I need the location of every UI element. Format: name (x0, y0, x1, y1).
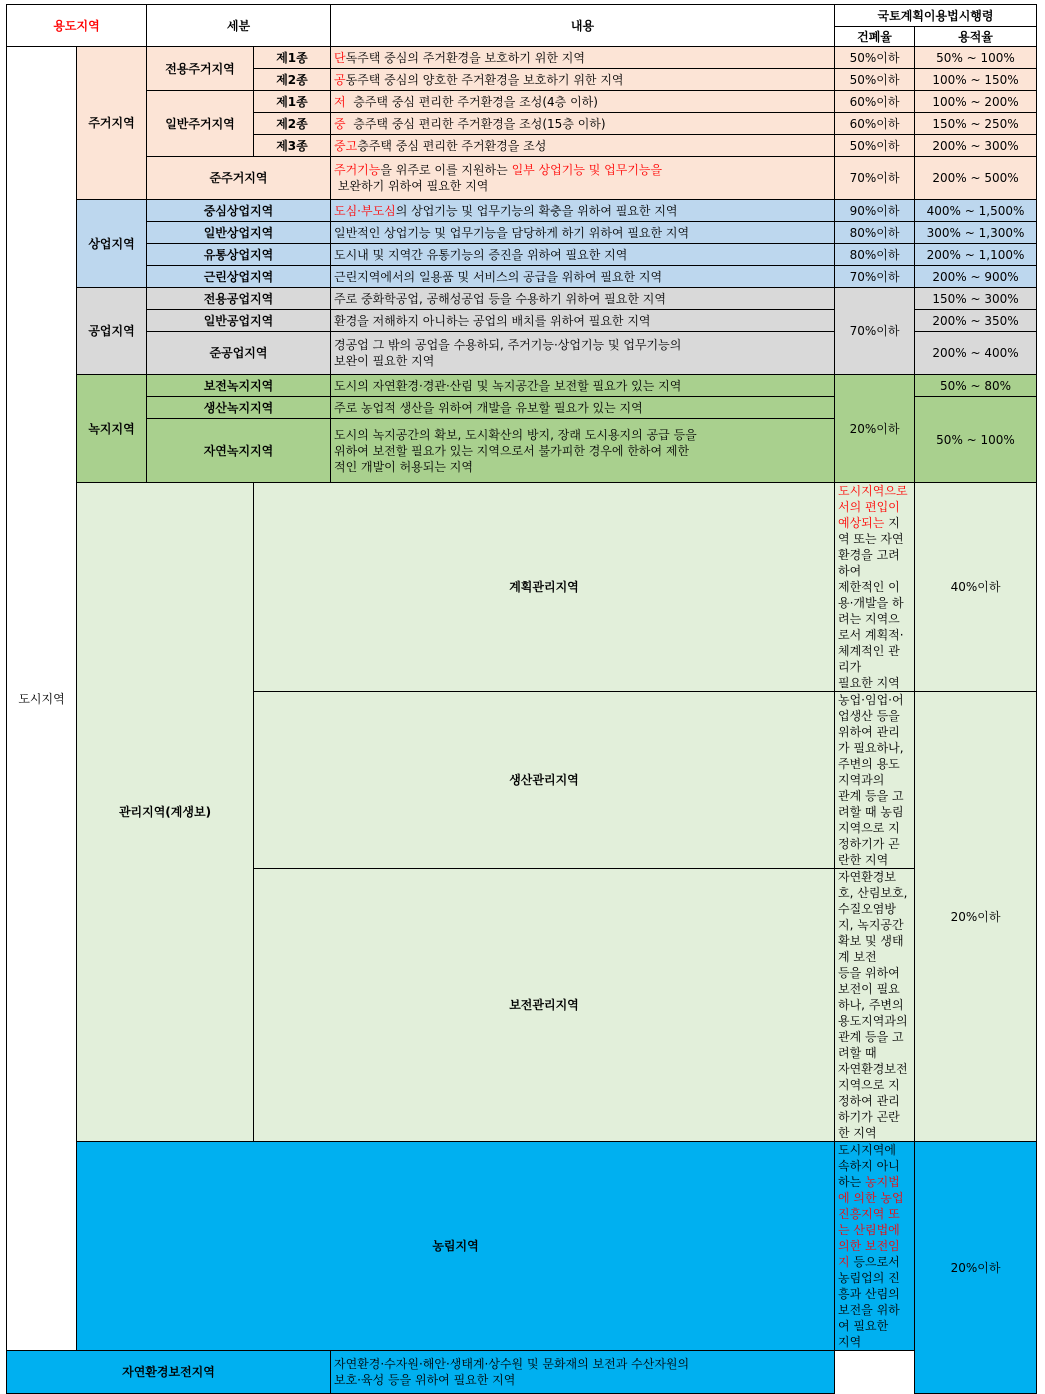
bcr-value: 90%이하 (835, 200, 915, 222)
bcr-value: 50%이하 (835, 135, 915, 157)
far-value: 100% ~ 200% (915, 91, 1037, 113)
far-value: 200% ~ 500% (915, 157, 1037, 200)
far-value: 400% ~ 1,500% (915, 200, 1037, 222)
nature-conservation-zone: 자연환경보전지역 (7, 1351, 331, 1394)
zone-name: 중심상업지역 (147, 200, 331, 222)
exclusive-residential: 전용주거지역 (147, 47, 254, 91)
bcr-value: 40%이하 (915, 483, 1037, 692)
description: 도시지역으로서의 편입이 예상되는 지역 또는 자연환경을 고려하여 제한적인 이용·개발을 하려는 지역으로서 계획적·체계적인 관리가 필요한 지역 (835, 483, 915, 692)
far-value: 200% ~ 900% (915, 266, 1037, 288)
far-value: 50% ~ 100% (915, 397, 1037, 483)
industrial-group: 공업지역 (77, 288, 147, 375)
description: 주거기능을 위주로 이를 지원하는 일부 상업기능 및 업무기능을 보완하기 위하여 필요한 지역 (331, 157, 835, 200)
description: 도시내 및 지역간 유통기능의 증진을 위하여 필요한 지역 (331, 244, 835, 266)
description: 근린지역에서의 일용품 및 서비스의 공급을 위하여 필요한 지역 (331, 266, 835, 288)
bcr-value: 80%이하 (835, 244, 915, 266)
zone-name: 근린상업지역 (147, 266, 331, 288)
bcr-value: 60%이하 (835, 91, 915, 113)
far-value: 200% ~ 300% (915, 135, 1037, 157)
zone-name: 생산녹지지역 (147, 397, 331, 419)
grade-label: 제1종 (254, 47, 331, 69)
zoning-table (6, 4, 1037, 1394)
grade-label: 제2종 (254, 69, 331, 91)
grade-label: 제1종 (254, 91, 331, 113)
header-far: 용적율 (915, 27, 1037, 47)
bcr-value: 20%이하 (835, 375, 915, 483)
bcr-value: 70%이하 (835, 288, 915, 375)
header-law: 국토계획이용법시행령 (835, 5, 1037, 27)
zone-name: 유통상업지역 (147, 244, 331, 266)
header-content: 내용 (331, 5, 835, 47)
description: 자연환경·수자원·해안·생태계·상수원 및 문화재의 보전과 수산자원의 보호·육성 등을 위하여 필요한 지역 (331, 1351, 835, 1394)
description: 저 층주택 중심 편리한 주거환경을 조성(4층 이하) (331, 91, 835, 113)
urban-zone-label: 도시지역 (7, 47, 77, 1351)
description: 주로 중화학공업, 공해성공업 등을 수용하기 위하여 필요한 지역 (331, 288, 835, 310)
description: 도심·부도심의 상업기능 및 업무기능의 확충을 위하여 필요한 지역 (331, 200, 835, 222)
description: 도시지역에 속하지 아니하는 농지법에 의한 농업진흥지역 또는 산림법에 의한 보전임지 등으로서 농림업의 진흥과 산림의 보전을 위하여 필요한 지역 (835, 1142, 915, 1351)
far-value: 50% ~ 100% (915, 47, 1037, 69)
zone-name: 일반공업지역 (147, 310, 331, 332)
far-value: 150% ~ 250% (915, 113, 1037, 135)
general-residential: 일반주거지역 (147, 91, 254, 157)
far-value: 100% ~ 150% (915, 69, 1037, 91)
far-value: 200% ~ 400% (915, 332, 1037, 375)
header-bcr: 건폐율 (835, 27, 915, 47)
bcr-value: 50%이하 (835, 69, 915, 91)
far-value: 200% ~ 350% (915, 310, 1037, 332)
description: 주로 농업적 생산을 위하여 개발을 유보할 필요가 있는 지역 (331, 397, 835, 419)
bcr-value: 70%이하 (835, 157, 915, 200)
zone-name: 전용공업지역 (147, 288, 331, 310)
description: 단독주택 중심의 주거환경을 보호하기 위한 지역 (331, 47, 835, 69)
green-group: 녹지지역 (77, 375, 147, 483)
far-value: 300% ~ 1,300% (915, 222, 1037, 244)
zone-name: 생산관리지역 (254, 692, 835, 869)
bcr-value: 70%이하 (835, 266, 915, 288)
grade-label: 제3종 (254, 135, 331, 157)
residential-group: 주거지역 (77, 47, 147, 200)
header-zone: 용도지역 (7, 5, 147, 47)
description: 도시의 자연환경·경관·산림 및 녹지공간을 보전할 필요가 있는 지역 (331, 375, 835, 397)
far-value: 50% ~ 80% (915, 375, 1037, 397)
description: 중고층주택 중심 편리한 주거환경을 조성 (331, 135, 835, 157)
zone-name: 준공업지역 (147, 332, 331, 375)
far-value: 150% ~ 300% (915, 288, 1037, 310)
commercial-group: 상업지역 (77, 200, 147, 288)
zone-name: 자연녹지지역 (147, 419, 331, 483)
management-group: 관리지역(계생보) (77, 483, 254, 1142)
zone-name: 일반상업지역 (147, 222, 331, 244)
semi-residential: 준주거지역 (147, 157, 331, 200)
description: 도시의 녹지공간의 확보, 도시확산의 방지, 장래 도시용지의 공급 등을 위하여 보전할 필요가 있는 지역으로서 불가피한 경우에 한하여 제한 적인 개발이 허용되는 지역 (331, 419, 835, 483)
description: 중 층주택 중심 편리한 주거환경을 조성(15층 이하) (331, 113, 835, 135)
description: 농업·임업·어업생산 등을 위하여 관리가 필요하나, 주변의 용도지역과의 관계 등을 고려할 때 농림지역으로 지정하기가 곤란한 지역 (835, 692, 915, 869)
header-sub: 세분 (147, 5, 331, 47)
bcr-value: 20%이하 (915, 692, 1037, 1142)
zone-name: 보전녹지지역 (147, 375, 331, 397)
bcr-value: 60%이하 (835, 113, 915, 135)
description: 공동주택 중심의 양호한 주거환경을 보호하기 위한 지역 (331, 69, 835, 91)
description: 경공업 그 밖의 공업을 수용하되, 주거기능·상업기능 및 업무기능의 보완이 필요한 지역 (331, 332, 835, 375)
bcr-value: 50%이하 (835, 47, 915, 69)
zone-name: 계획관리지역 (254, 483, 835, 692)
zone-name: 보전관리지역 (254, 869, 835, 1142)
description: 자연환경보호, 산림보호, 수질오염방지, 녹지공간 확보 및 생태계 보전 등을 위하여 보전이 필요하나, 주변의 용도지역과의 관계 등을 고려할 때 자연환경보전지역으로 지정하여 관리하기가 곤란한 지역 (835, 869, 915, 1142)
grade-label: 제2종 (254, 113, 331, 135)
bcr-value: 20%이하 (915, 1142, 1037, 1394)
description: 일반적인 상업기능 및 업무기능을 담당하게 하기 위하여 필요한 지역 (331, 222, 835, 244)
agriculture-forestry-zone: 농림지역 (77, 1142, 835, 1351)
description: 환경을 저해하지 아니하는 공업의 배치를 위하여 필요한 지역 (331, 310, 835, 332)
bcr-value: 80%이하 (835, 222, 915, 244)
far-value: 200% ~ 1,100% (915, 244, 1037, 266)
